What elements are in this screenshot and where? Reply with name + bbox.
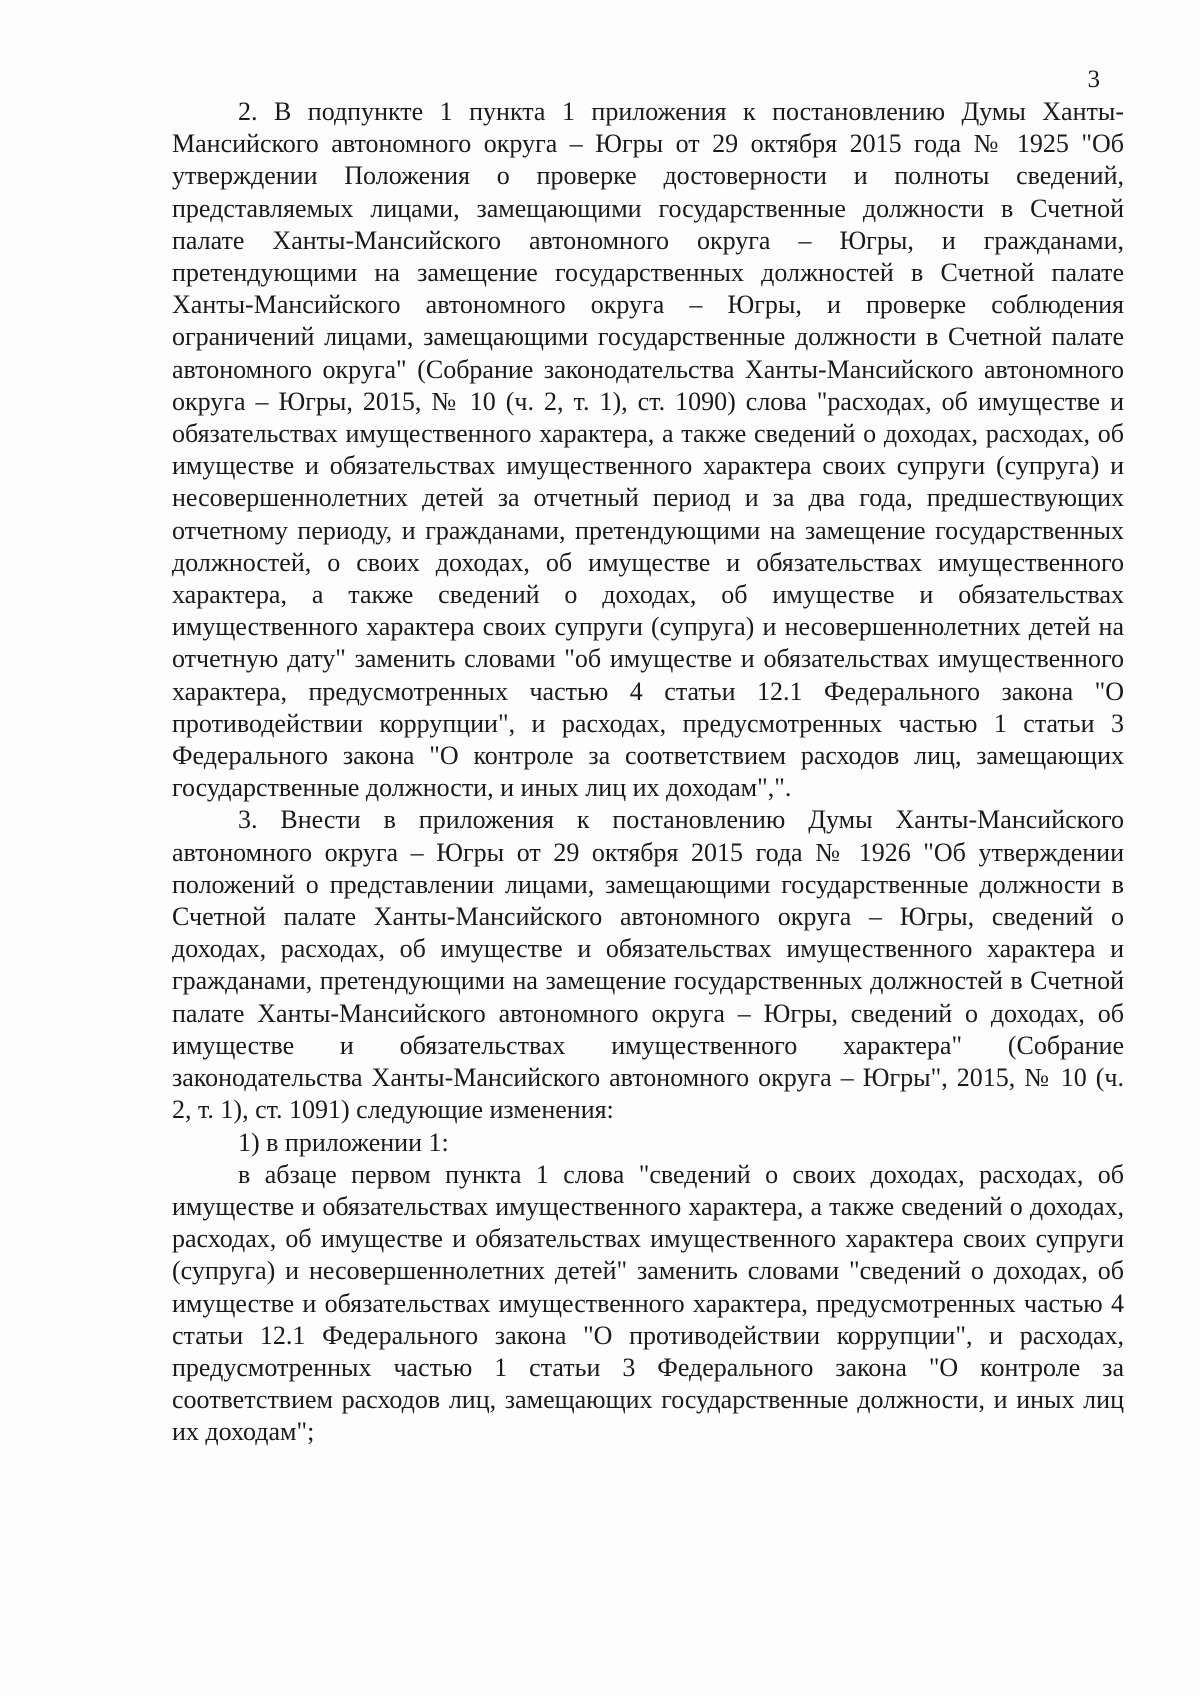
paragraph-item-2: 2. В подпункте 1 пункта 1 приложения к постановлению Думы Ханты-Мансийского автономного округа – Югры от 29 октября 2015 года № 1925 "Об утверждении Положения о проверке достоверности и полноты сведений, представляемых лицами, замещающими государственные должности в Счетной палате Ханты-Мансийского автономного округа – Югры, и гражданами, претендующими на замещение государственных должностей в Счетной палате Ханты-Мансийского автономного округа – Югры, и проверке соблюдения ограничений лицами, замещающими государственные должности в Счетной палате автономного округа" (Собрание законодательства Ханты-Мансийского автономного округа – Югры, 2015, № 10 (ч. 2, т. 1), ст. 1090) слова "расходах, об имуществе и обязательствах имущественного характера, а также сведений о доходах, расходах, об имуществе и обязательствах имущественного характера своих супруги (супруга) и несовершеннолетних детей за отчетный период и за два года, предшествующих отчетному периоду, и гражданами, претендующими на замещение государственных должностей, о своих доходах, об имуществе и обязательствах имущественного характера, а также сведений о доходах, об имуществе и обязательствах имущественного характера своих супруги (супруга) и несовершеннолетних детей на отчетную дату" заменить словами "об имуществе и обязательствах имущественного характера, предусмотренных частью 4 статьи 12.1 Федерального закона "О противодействии коррупции", и расходах, предусмотренных частью 1 статьи 3 Федерального закона "О контроле за соответствием расходов лиц, замещающих государственные должности, и иных лиц их доходам",". (172, 97, 1124, 803)
document-body (172, 96, 1124, 1449)
paragraph-abzac: в абзаце первом пункта 1 слова "сведений о своих доходах, расходах, об имуществе и обязательствах имущественного характера, а также сведений о доходах, расходах, об имуществе и обязательствах имущественного характера своих супруги (супруга) и несовершеннолетних детей" заменить словами "сведений о доходах, об имуществе и обязательствах имущественного характера, предусмотренных частью 4 статьи 12.1 Федерального закона "О противодействии коррупции", и расходах, предусмотренных частью 1 статьи 3 Федерального закона "О контроле за соответствием расходов лиц, замещающих государственные должности, и иных лиц их доходам"; (172, 1159, 1124, 1447)
paragraph-subitem-1: 1) в приложении 1: (238, 1127, 449, 1157)
paragraph-item-3: 3. Внести в приложения к постановлению Думы Ханты-Мансийского автономного округа – Югры от 29 октября 2015 года № 1926 "Об утверждении положений о представлении лицами, замещающими государственные должности в Счетной палате Ханты-Мансийского автономного округа – Югры, сведений о доходах, расходах, об имуществе и обязательствах имущественного характера и гражданами, претендующими на замещение государственных должностей в Счетной палате Ханты-Мансийского автономного округа – Югры, сведений о доходах, об имуществе и обязательствах имущественного характера" (Собрание законодательства Ханты-Мансийского автономного округа – Югры", 2015, № 10 (ч. 2, т. 1), ст. 1091) следующие изменения: (172, 805, 1124, 1125)
page-number: 3 (1087, 66, 1100, 93)
